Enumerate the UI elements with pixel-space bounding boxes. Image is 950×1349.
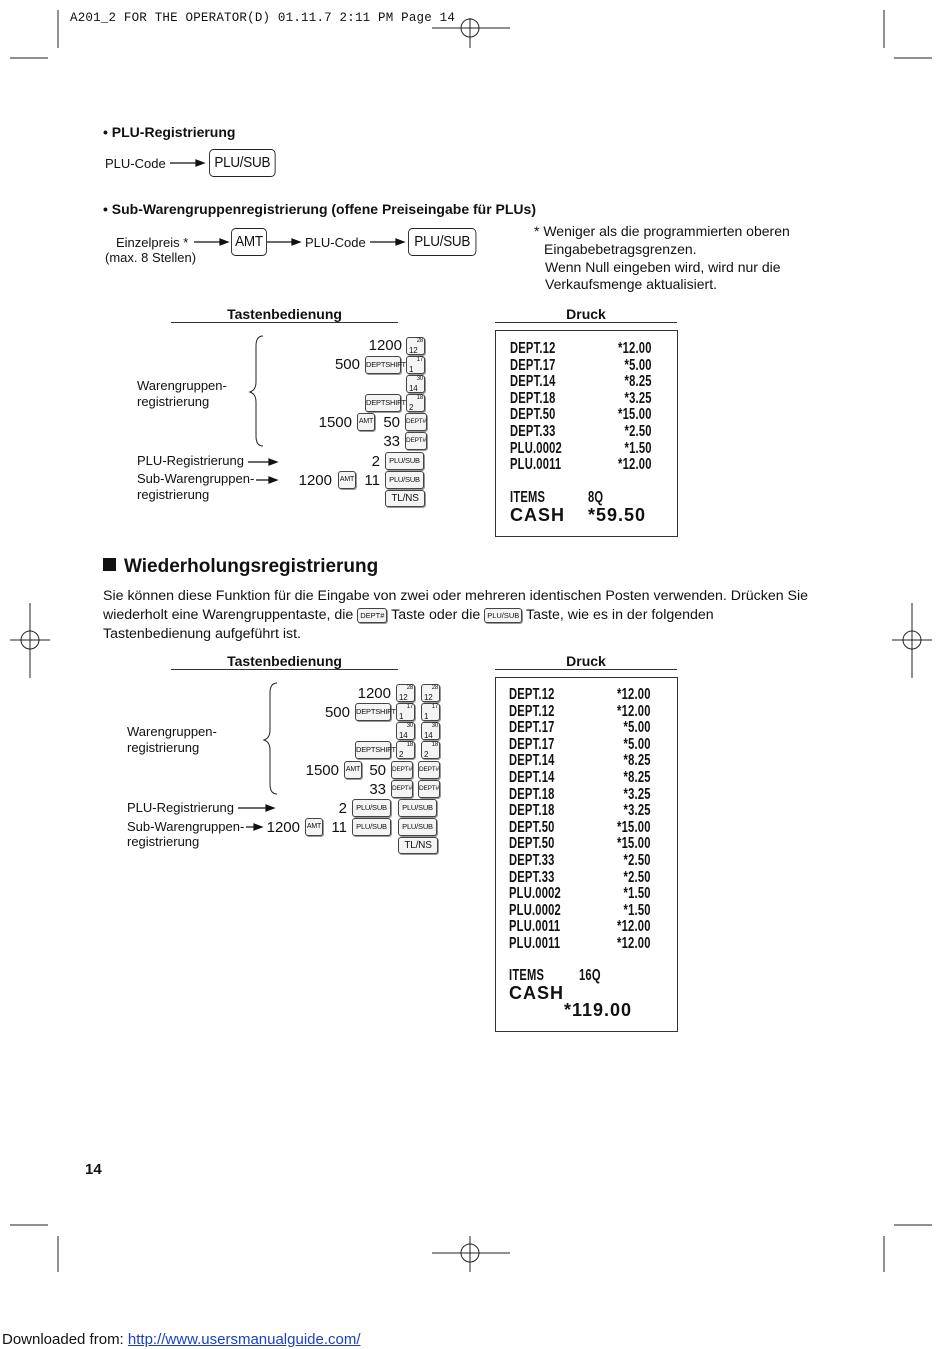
key-dept: DEPT# (391, 761, 413, 779)
key-deptshift: DEPTSHIFT (355, 703, 391, 721)
num-1200b: 1200 (298, 472, 332, 489)
key-2: 18 2 (396, 741, 415, 759)
receipt-item-amount: *12.00 (617, 686, 651, 703)
key-plu-sub: PLU/SUB (385, 452, 424, 470)
receipt-item-label: DEPT.33 (509, 852, 555, 869)
plu-sub-key: PLU/SUB (209, 149, 276, 177)
receipt-item-amount: *5.00 (624, 356, 652, 374)
print-header: A201_2 FOR THE OPERATOR(D) 01.11.7 2:11 PM Page 14 (70, 11, 456, 25)
key-amt: AMT (344, 761, 362, 779)
head-keys-2: Tastenbedienung (171, 653, 398, 670)
receipt-item-amount: *1.50 (624, 439, 652, 457)
key-12: 28 12 (396, 684, 415, 702)
key-plu-sub: PLU/SUB (385, 471, 424, 489)
receipt-1 (495, 330, 678, 537)
receipt-item-label: PLU.0011 (509, 918, 561, 936)
num-50: 50 (369, 762, 386, 779)
receipt-item-amount: *12.00 (618, 456, 652, 474)
einzelpreis-label: Einzelpreis * (116, 235, 189, 250)
head-keys-1: Tastenbedienung (171, 306, 398, 323)
receipt-items-label: ITEMS (509, 967, 545, 984)
receipt-item-label: DEPT.18 (510, 389, 556, 407)
key-1: 17 1 (421, 703, 440, 721)
num-1200: 1200 (357, 685, 391, 702)
receipt-item-label: DEPT.17 (509, 719, 555, 737)
receipt-item-amount: *12.00 (617, 702, 651, 720)
num-50: 50 (383, 414, 400, 431)
receipt-item-label: DEPT.50 (509, 818, 555, 836)
receipt-item-amount: *15.00 (617, 835, 651, 853)
amt-key: AMT (231, 228, 267, 256)
receipt-item-label: DEPT.50 (510, 406, 556, 424)
key-deptshift: DEPTSHIFT (365, 356, 401, 374)
key-tl-ns: TL/NS (398, 837, 438, 854)
lbl-dept-1: Warengruppen- (127, 724, 217, 739)
lbl-plu: PLU-Registrierung (137, 453, 244, 468)
receipt-item-label: PLU.0011 (510, 456, 562, 474)
receipt-item-amount: *1.50 (623, 901, 651, 919)
receipt-items-count: 8Q (588, 489, 604, 506)
receipt-item-label: DEPT.14 (509, 752, 555, 770)
num-33: 33 (383, 433, 400, 450)
key-deptshift: DEPTSHIFT (355, 741, 391, 759)
receipt-total: *119.00 (564, 1000, 633, 1020)
receipt-item-label: DEPT.12 (510, 340, 556, 357)
key-1: 17 1 (406, 356, 425, 374)
key-12: 28 12 (406, 337, 425, 355)
key-plu-sub: PLU/SUB (352, 818, 391, 836)
receipt-item-amount: *5.00 (623, 719, 651, 737)
inline-dept-key: DEPT# (357, 608, 387, 623)
num-33: 33 (369, 781, 386, 798)
para-line-2: wiederholt eine Warengruppentaste, die DEPT# Taste oder die PLU/SUB Taste, wie es in der folgenden (103, 607, 714, 623)
key-plu-sub: PLU/SUB (398, 818, 437, 836)
receipt-item-amount: *8.25 (623, 752, 651, 770)
num-1200b: 1200 (266, 819, 300, 836)
receipt-item-amount: *8.25 (623, 769, 651, 786)
plu-sub-key-2: PLU/SUB (408, 228, 476, 256)
key-dept: DEPT# (405, 413, 427, 431)
download-footer: Downloaded from: http://www.usersmanualguide.com/ (2, 1331, 361, 1348)
receipt-item-amount: *3.25 (624, 389, 652, 407)
receipt-item-amount: *15.00 (618, 406, 652, 424)
plu-code-label-2: PLU-Code (305, 235, 366, 250)
receipt-total: *59.50 (588, 505, 647, 525)
key-1: 17 1 (396, 703, 415, 721)
receipt-2 (495, 677, 678, 1032)
key-12: 28 12 (421, 684, 440, 702)
receipt-item-amount: *5.00 (623, 735, 651, 753)
receipt-item-label: PLU.0002 (509, 885, 561, 903)
num-500: 500 (324, 704, 350, 721)
page-number: 14 (85, 1161, 102, 1178)
key-amt: AMT (357, 413, 375, 431)
receipt-item-label: DEPT.12 (509, 686, 555, 703)
key-amt: AMT (338, 471, 356, 489)
receipt-item-label: DEPT.17 (510, 356, 556, 374)
key-dept: DEPT# (418, 780, 440, 798)
receipt-item-amount: *3.25 (623, 785, 651, 803)
square-bullet-icon (103, 558, 116, 571)
max-digits-label: (max. 8 Stellen) (105, 250, 197, 265)
receipt-items-count: 16Q (579, 967, 601, 984)
receipt-item-amount: *12.00 (618, 340, 652, 357)
receipt-item-label: PLU.0002 (510, 439, 562, 457)
key-dept: DEPT# (391, 780, 413, 798)
key-dept: DEPT# (418, 761, 440, 779)
key-plu-sub: PLU/SUB (398, 799, 437, 817)
download-link[interactable]: http://www.usersmanualguide.com/ (127, 1331, 361, 1348)
num-500: 500 (334, 356, 360, 373)
note-line-3: Wenn Null eingeben wird, wird nur die (545, 259, 781, 275)
receipt-cash-label: CASH (509, 983, 565, 1003)
lbl-dept-2: registrierung (127, 740, 200, 755)
key-amt: AMT (305, 818, 323, 836)
receipt-item-amount: *2.50 (624, 423, 652, 440)
receipt-item-amount: *12.00 (617, 935, 651, 952)
lbl-sub-1: Sub-Warengruppen- (127, 819, 245, 834)
receipt-items-label: ITEMS (510, 489, 546, 506)
note-line-4: Verkaufsmenge aktualisiert. (545, 276, 717, 292)
receipt-cash-label: CASH (510, 505, 566, 525)
receipt-item-label: DEPT.33 (510, 423, 556, 440)
num-1200: 1200 (368, 337, 402, 354)
note-line-2: Eingabebetragsgrenzen. (544, 241, 697, 257)
num-11: 11 (364, 472, 380, 489)
receipt-item-label: DEPT.14 (510, 373, 556, 391)
num-2: 2 (338, 800, 347, 817)
lbl-sub-1: Sub-Warengruppen- (137, 471, 255, 486)
key-14: 30 14 (421, 722, 440, 740)
receipt-item-label: DEPT.17 (509, 735, 555, 753)
key-2: 18 2 (421, 741, 440, 759)
num-2: 2 (371, 453, 380, 470)
key-plu-sub: PLU/SUB (352, 799, 391, 817)
section-title-repeat: Wiederholungsregistrierung (103, 556, 378, 578)
section-title-plu: • PLU-Registrierung (103, 124, 236, 140)
receipt-item-label: DEPT.33 (509, 868, 555, 886)
receipt-item-label: DEPT.18 (509, 802, 555, 820)
key-deptshift: DEPTSHIFT (365, 394, 401, 412)
receipt-item-amount: *1.50 (623, 885, 651, 903)
key-14: 30 14 (396, 722, 415, 740)
key-dept: DEPT# (405, 432, 427, 450)
receipt-item-amount: *2.50 (623, 852, 651, 869)
key-2: 18 2 (406, 394, 425, 412)
lbl-dept-2: registrierung (137, 394, 210, 409)
receipt-item-label: DEPT.50 (509, 835, 555, 853)
head-print-2: Druck (495, 653, 677, 670)
key-14: 30 14 (406, 375, 425, 393)
receipt-item-amount: *3.25 (623, 802, 651, 820)
receipt-item-amount: *15.00 (617, 818, 651, 836)
receipt-item-amount: *2.50 (623, 868, 651, 886)
lbl-sub-2: registrierung (137, 487, 210, 502)
receipt-item-label: PLU.0002 (509, 901, 561, 919)
receipt-item-label: DEPT.12 (509, 702, 555, 720)
inline-plu-sub-key: PLU/SUB (484, 608, 522, 623)
receipt-item-label: DEPT.18 (509, 785, 555, 803)
receipt-item-amount: *8.25 (624, 373, 652, 391)
lbl-sub-2: registrierung (127, 834, 200, 849)
num-1500: 1500 (305, 762, 339, 779)
key-tl-ns: TL/NS (385, 490, 425, 507)
num-1500: 1500 (318, 414, 352, 431)
para-line-3: Tastenbedienung aufgeführt ist. (103, 626, 301, 642)
receipt-item-label: DEPT.14 (509, 769, 555, 786)
lbl-plu: PLU-Registrierung (127, 800, 234, 815)
plu-code-label: PLU-Code (105, 156, 166, 171)
para-line-1: Sie können diese Funktion für die Eingabe von zwei oder mehreren identischen Posten verwenden. Drücken Sie (103, 588, 809, 604)
head-print-1: Druck (495, 306, 677, 323)
num-11: 11 (331, 819, 347, 836)
note-line-1: * Weniger als die programmierten oberen (534, 223, 790, 239)
lbl-dept-1: Warengruppen- (137, 378, 227, 393)
receipt-item-amount: *12.00 (617, 918, 651, 936)
receipt-item-label: PLU.0011 (509, 935, 561, 952)
section-title-sub: • Sub-Warengruppenregistrierung (offene Preiseingabe für PLUs) (103, 201, 536, 217)
